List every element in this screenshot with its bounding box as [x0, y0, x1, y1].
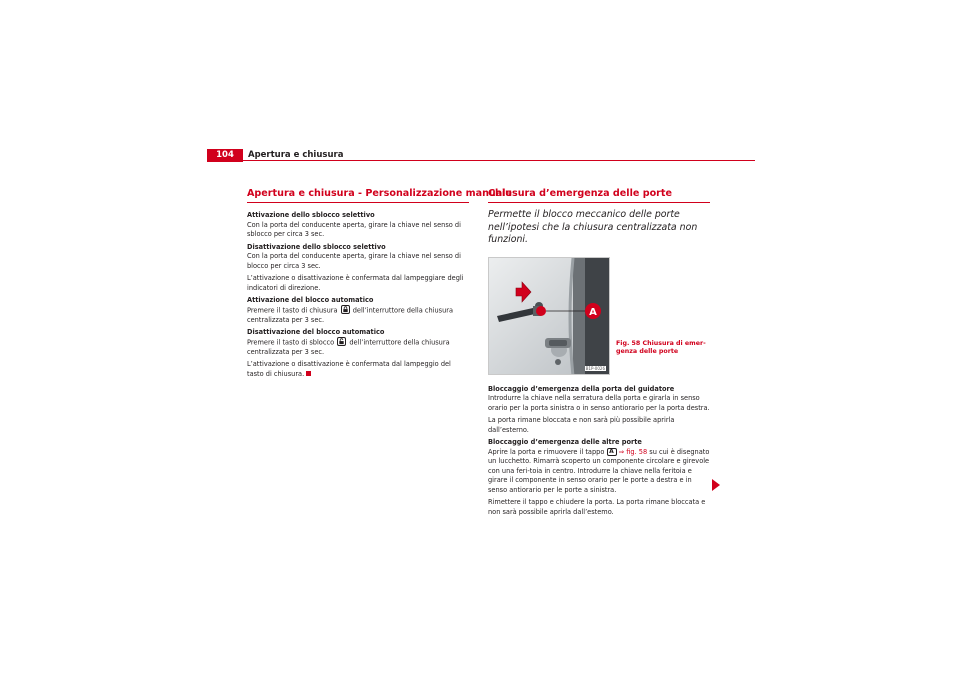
- section-title-right: Chiusura d’emergenza delle porte: [488, 188, 710, 203]
- figure-58: [488, 257, 610, 375]
- figure-reference-link[interactable]: ⇒ fig. 58: [618, 447, 648, 456]
- paragraph: [247, 306, 469, 326]
- paragraph: Con la porta del conducente aperta, girare la chiave nel senso di blocco per circa 3 sec.: [247, 252, 461, 270]
- subhead: Disattivazione del blocco automatico: [247, 328, 385, 336]
- callout-a-icon: A: [607, 448, 617, 456]
- door-lock-illustration: [489, 258, 610, 375]
- paragraph: Rimettere il tappo e chiudere la porta. La porta rimane bloccata e non sarà possibile aprirla dall’estemo.: [488, 498, 706, 516]
- section-title-left: Apertura e chiusura - Personalizzazione manuale: [247, 188, 469, 203]
- paragraph: L’attivazione o disattivazione è confermata dal lampeggiare degli indicatori di direzione.: [247, 274, 464, 292]
- block-driver-door-emergency: [488, 385, 710, 436]
- text-after: su cui è disegnato un lucchetto. Rimarrà scoperto un componente circolare e girevole con una feri-toia in centro. Introdurre la chiave nella feritoia e girare il componente in senso orario per le porte a destra e in senso antiorario per le porte a sinistra.: [488, 447, 710, 494]
- continue-arrow-icon: [712, 479, 720, 491]
- intro-text: Permette il blocco meccanico delle porte nell’ipotesi che la chiusura centralizzata non funzioni.: [488, 209, 698, 245]
- page-number: 104: [207, 149, 243, 162]
- figure-callout-a: A: [589, 306, 597, 318]
- figure-code: B1P-0026: [585, 365, 605, 371]
- paragraph: La porta rimane bloccata e non sarà più possibile aprirla dall’esterno.: [488, 416, 675, 434]
- subhead: Attivazione del blocco automatico: [247, 296, 374, 304]
- text-after: dell’interruttore della chiusura centralizzata per 3 sec.: [247, 306, 454, 324]
- text-before: Premere il tasto di chiusura: [247, 306, 338, 314]
- text-before: Premere il tasto di sblocco: [247, 338, 335, 346]
- text: L’attivazione o disattivazione è confermata dal lampeggio del tasto di chiusura.: [247, 360, 451, 378]
- block-auto-lock-on: [247, 296, 469, 325]
- running-title: Apertura e chiusura: [248, 150, 344, 160]
- subhead: Attivazione dello sblocco selettivo: [247, 211, 375, 219]
- paragraph: Introdurre la chiave nella serratura della porta e girarla in senso orario per la porta sinistra o in senso antiorario per la porta destra.: [488, 394, 710, 412]
- figure-caption: Fig. 58 Chiusura di emer-genza delle porte: [616, 340, 706, 355]
- lock-key-icon: [341, 305, 350, 314]
- block-auto-lock-off: [247, 328, 469, 379]
- unlock-key-icon: [337, 337, 346, 346]
- block-selective-unlock-on: [247, 211, 469, 240]
- subhead: Bloccaggio d’emergenza della porta del guidatore: [488, 384, 675, 393]
- text-before: Aprire la porta e rimuovere il tappo: [488, 447, 605, 456]
- left-column: [247, 188, 513, 382]
- end-mark-icon: [306, 371, 311, 376]
- subhead: Bloccaggio d’emergenza delle altre porte: [488, 438, 642, 446]
- paragraph: Con la porta del conducente aperta, girare la chiave nel senso di sblocco per circa 3 sec.: [247, 220, 461, 238]
- paragraph: [488, 448, 710, 496]
- subhead: Disattivazione dello sblocco selettivo: [247, 242, 386, 251]
- right-body: [488, 385, 710, 518]
- block-selective-unlock-off: [247, 243, 469, 294]
- block-other-doors-emergency: [488, 438, 710, 517]
- text-after: dell’interruttore della chiusura centralizzata per 3 sec.: [247, 338, 450, 356]
- paragraph: [247, 360, 469, 379]
- paragraph: [247, 338, 469, 358]
